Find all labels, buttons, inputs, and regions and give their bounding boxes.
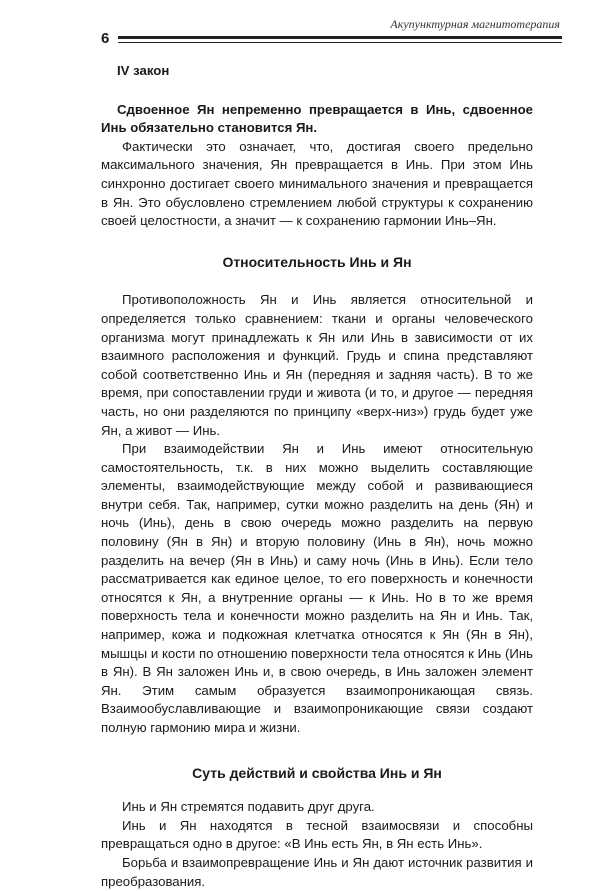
header-rule-thick [118,36,562,39]
running-title: Акупунктурная магнитотерапия [390,17,560,31]
law-title: IV закон [117,63,170,78]
header-rule-thin [118,42,562,43]
law-statement: Сдвоенное Ян непременно превращается в Инь, сдвоенное Инь обязательно становится Ян. [101,101,533,136]
paragraph: Инь и Ян стремятся подавить друг друга. [122,799,375,815]
law-explanation: Фактически это означает, что, достигая своего предельно максимального значения, Ян превращается в Инь. При этом Инь синхронно достигает своего минимального значения и превращается в Ян. Это обусловлено стремлением любой структуры к сохранению своей целостности, а значит — к сохранению гармонии Инь–Ян. [101,138,533,229]
paragraph: Инь и Ян находятся в тесной взаимосвязи и способны превращаться одно в другое: «В Инь есть Ян, в Ян есть Инь». [101,817,533,852]
section-heading-relativity: Относительность Инь и Ян [222,253,412,270]
page-body [101,62,533,891]
paragraph: При взаимодействии Ян и Инь имеют относительную самостоятельность, т.к. в них можно выделить составляющие элементы, взаимодействующие между собой и развивающиеся внутри себя. Так, например, сутки можно разделить на день (Ян) и ночь (Инь), день в свою очередь можно разделить на первую половину (Ян в Ян) и вторую половину (Инь в Ян), ночь можно разделить на вечер (Ян в Инь) и саму ночь (Инь в Инь). Если тело рассматривается как единое целое, то его поверхность и конечности относятся к Ян, а внутренние органы — к Инь. Но в то же время поверхность тела и конечности можно разделить на Ян и Инь. Так, например, кожа и подкожная клетчатка относятся к Ян (Ян в Ян), мышцы и кости по отношению поверхности тела относятся к Инь (Инь в Ян). В Ян заложен Инь и, в свою очередь, в Инь заложен элемент Ян. Этим самым образуется взаимопроникающая связь. Взаимообуславливающие и взаимопроникающие связи создают полную гармонию мира и жизни. [101,441,533,735]
section-heading-essence: Суть действий и свойства Инь и Ян [192,764,442,781]
page-number: 6 [101,30,110,47]
paragraph: Противоположность Ян и Инь является относительной и определяется только сравнением: ткани и органы человеческого организма могут принадлежать к Ян или Инь в зависимости от их взаимного расположения и функций. Грудь и спина представляют собой соответственно Инь и Ян (передняя и задняя часть). В то же время, при сопоставлении груди и живота (и то, и другое — передняя часть, но они разделяются по принципу «верх-низ») грудь будет уже Ян, а живот — Инь. [101,292,533,438]
paragraph: Борьба и взаимопревращение Инь и Ян дают источник развития и преобразования. [101,854,533,889]
